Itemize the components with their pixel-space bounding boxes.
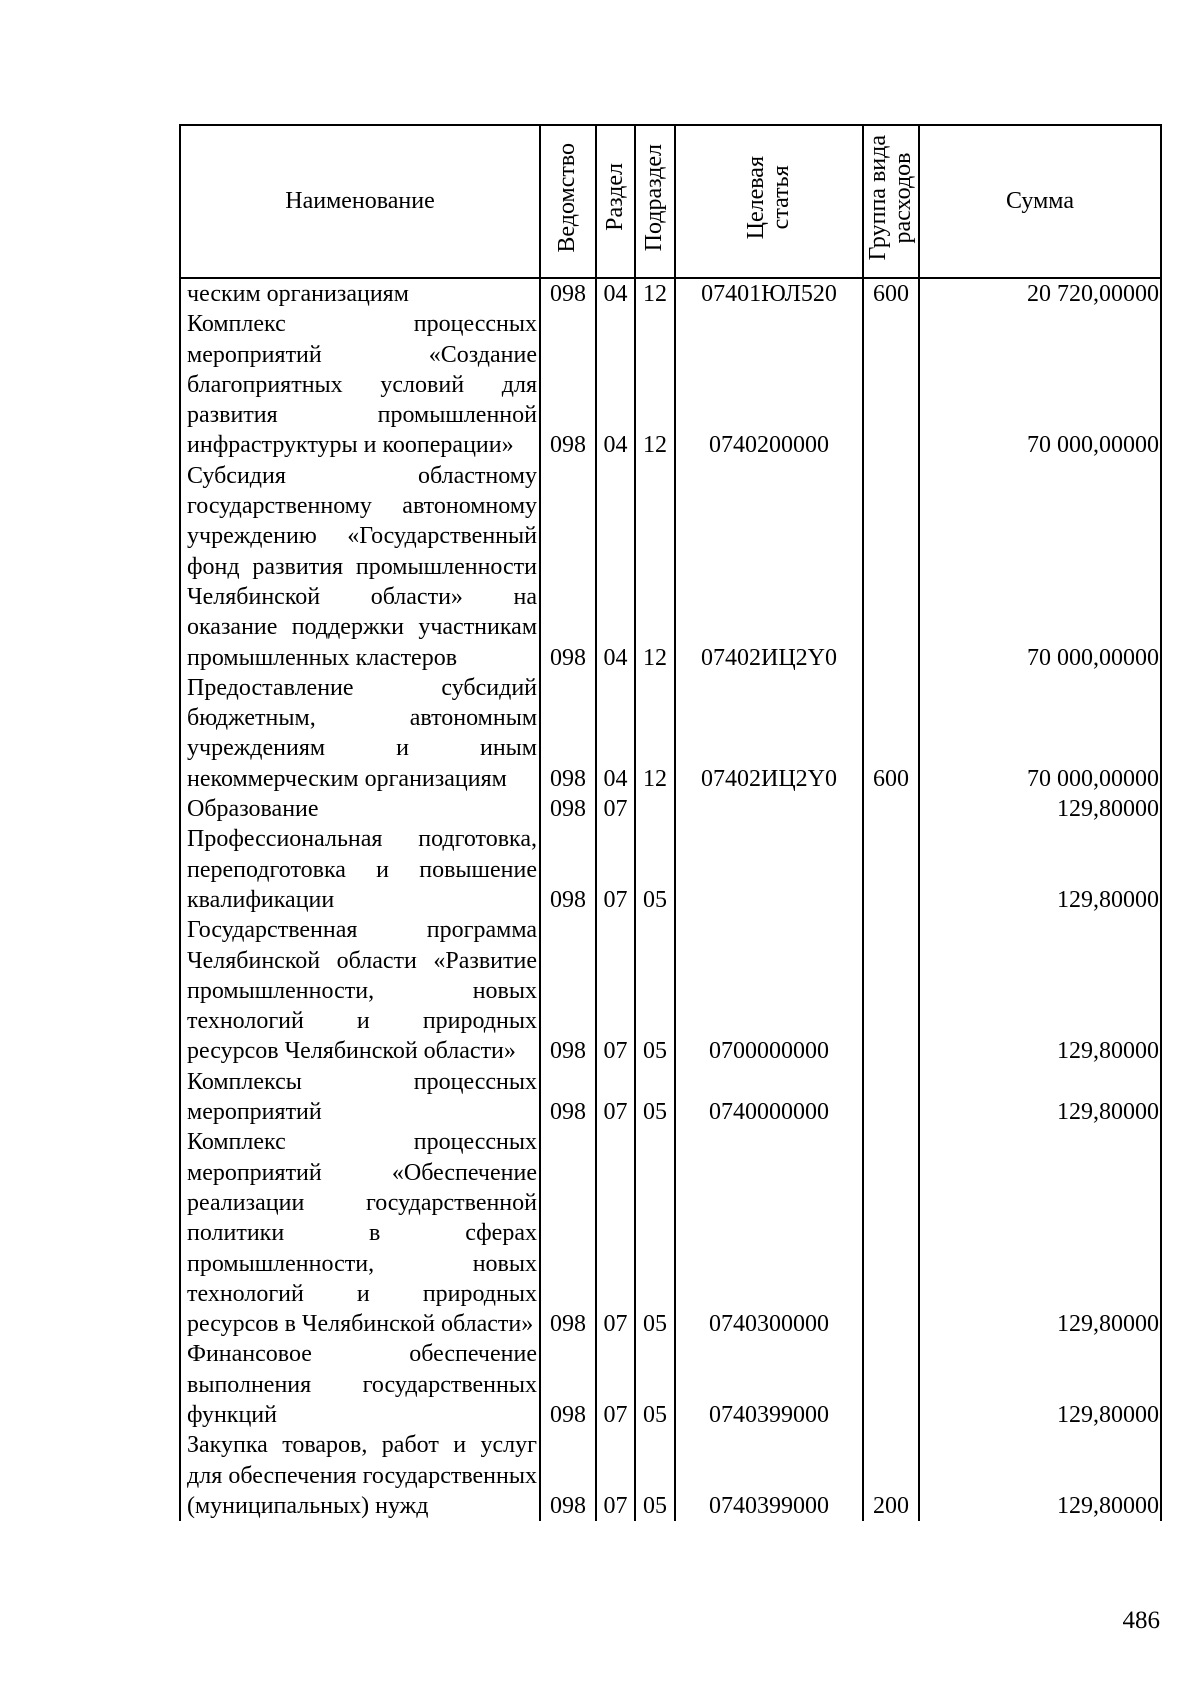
row-podrazdel-cell: 12 [635, 673, 675, 794]
row-summa-cell: 129,80000 [919, 1067, 1161, 1128]
row-name-cell: Субсидия областному государственному автономному учреждению «Государственный фонд развития промышленности Челябинской области» на оказание поддержки участникам промышленных кластеров [180, 461, 540, 673]
row-summa-cell: 70 000,00000 [919, 309, 1161, 460]
row-name-cell: Образование [180, 794, 540, 824]
row-podrazdel-cell [635, 794, 675, 824]
row-summa-cell: 70 000,00000 [919, 461, 1161, 673]
row-podrazdel-cell: 05 [635, 1127, 675, 1339]
table-row [180, 794, 1161, 824]
row-razdel-cell: 07 [596, 824, 635, 915]
row-summa-cell: 129,80000 [919, 1339, 1161, 1430]
table-row [180, 309, 1161, 460]
row-vedomstvo-cell: 098 [540, 824, 596, 915]
row-razdel-cell: 07 [596, 1430, 635, 1521]
row-celevaya-statya-cell [675, 824, 863, 915]
table-row [180, 915, 1161, 1066]
row-gruppa-cell [863, 1127, 919, 1339]
row-podrazdel-cell: 12 [635, 309, 675, 460]
row-summa-cell: 129,80000 [919, 1430, 1161, 1521]
row-vedomstvo-cell: 098 [540, 309, 596, 460]
row-vedomstvo-cell: 098 [540, 915, 596, 1066]
row-razdel-cell: 04 [596, 673, 635, 794]
row-celevaya-statya-cell: 0740399000 [675, 1430, 863, 1521]
row-summa-cell: 129,80000 [919, 824, 1161, 915]
row-name-cell: Комплексы процессных мероприятий [180, 1067, 540, 1128]
row-podrazdel-cell: 05 [635, 1339, 675, 1430]
row-razdel-cell: 04 [596, 309, 635, 460]
table-row [180, 1339, 1161, 1430]
row-summa-cell: 129,80000 [919, 1127, 1161, 1339]
header-celevaya-statya: Целевая статья [675, 125, 863, 278]
row-podrazdel-cell: 05 [635, 915, 675, 1066]
row-celevaya-statya-cell: 0740200000 [675, 309, 863, 460]
header-razdel: Раздел [596, 125, 635, 278]
row-podrazdel-cell: 12 [635, 278, 675, 309]
row-gruppa-cell: 200 [863, 1430, 919, 1521]
header-name: Наименование [180, 125, 540, 278]
row-podrazdel-cell: 12 [635, 461, 675, 673]
row-summa-cell: 129,80000 [919, 915, 1161, 1066]
table-row [180, 278, 1161, 309]
row-name-cell: Комплекс процессных мероприятий «Обеспечение реализации государственной политики в сферах промышленности, новых технологий и природных ресурсов в Челябинской области» [180, 1127, 540, 1339]
header-summa: Сумма [919, 125, 1161, 278]
row-podrazdel-cell: 05 [635, 1067, 675, 1128]
row-razdel-cell: 04 [596, 461, 635, 673]
row-gruppa-cell [863, 309, 919, 460]
header-vedomstvo: Ведомство [540, 125, 596, 278]
table-row [180, 673, 1161, 794]
row-name-cell: ческим организациям [180, 278, 540, 309]
row-gruppa-cell [863, 461, 919, 673]
table-row [180, 1067, 1161, 1128]
row-summa-cell: 70 000,00000 [919, 673, 1161, 794]
row-celevaya-statya-cell [675, 794, 863, 824]
header-row [180, 125, 1161, 278]
page-number: 486 [1122, 1607, 1160, 1634]
row-gruppa-cell: 600 [863, 278, 919, 309]
budget-table [179, 124, 1162, 1521]
table-row [180, 1430, 1161, 1521]
row-razdel-cell: 07 [596, 1067, 635, 1128]
row-razdel-cell: 07 [596, 1127, 635, 1339]
row-razdel-cell: 07 [596, 794, 635, 824]
table-row [180, 461, 1161, 673]
row-podrazdel-cell: 05 [635, 824, 675, 915]
row-gruppa-cell [863, 794, 919, 824]
row-celevaya-statya-cell: 07401ЮЛ520 [675, 278, 863, 309]
row-vedomstvo-cell: 098 [540, 1127, 596, 1339]
row-celevaya-statya-cell: 0740399000 [675, 1339, 863, 1430]
row-celevaya-statya-cell: 0700000000 [675, 915, 863, 1066]
row-celevaya-statya-cell: 07402ИЦ2Y0 [675, 461, 863, 673]
row-vedomstvo-cell: 098 [540, 794, 596, 824]
row-summa-cell: 20 720,00000 [919, 278, 1161, 309]
row-vedomstvo-cell: 098 [540, 461, 596, 673]
row-celevaya-statya-cell: 0740300000 [675, 1127, 863, 1339]
row-razdel-cell: 04 [596, 278, 635, 309]
row-vedomstvo-cell: 098 [540, 1339, 596, 1430]
row-summa-cell: 129,80000 [919, 794, 1161, 824]
row-name-cell: Финансовое обеспечение выполнения государственных функций [180, 1339, 540, 1430]
row-name-cell: Закупка товаров, работ и услуг для обеспечения государственных (муниципальных) нужд [180, 1430, 540, 1521]
row-gruppa-cell [863, 824, 919, 915]
row-name-cell: Комплекс процессных мероприятий «Создание благоприятных условий для развития промышленной инфраструктуры и кооперации» [180, 309, 540, 460]
table-row [180, 1127, 1161, 1339]
row-gruppa-cell [863, 915, 919, 1066]
row-name-cell: Профессиональная подготовка, переподготовка и повышение квалификации [180, 824, 540, 915]
row-gruppa-cell: 600 [863, 673, 919, 794]
row-gruppa-cell [863, 1067, 919, 1128]
row-celevaya-statya-cell: 0740000000 [675, 1067, 863, 1128]
row-razdel-cell: 07 [596, 1339, 635, 1430]
row-podrazdel-cell: 05 [635, 1430, 675, 1521]
row-vedomstvo-cell: 098 [540, 1430, 596, 1521]
row-razdel-cell: 07 [596, 915, 635, 1066]
row-vedomstvo-cell: 098 [540, 673, 596, 794]
row-name-cell: Предоставление субсидий бюджетным, автономным учреждениям и иным некоммерческим организациям [180, 673, 540, 794]
header-podrazdel: Подраздел [635, 125, 675, 278]
row-name-cell: Государственная программа Челябинской области «Развитие промышленности, новых технологий и природных ресурсов Челябинской области» [180, 915, 540, 1066]
row-gruppa-cell [863, 1339, 919, 1430]
row-vedomstvo-cell: 098 [540, 278, 596, 309]
row-vedomstvo-cell: 098 [540, 1067, 596, 1128]
table-row [180, 824, 1161, 915]
header-gruppa-vida-rashodov: Группа вида расходов [863, 125, 919, 278]
row-celevaya-statya-cell: 07402ИЦ2Y0 [675, 673, 863, 794]
